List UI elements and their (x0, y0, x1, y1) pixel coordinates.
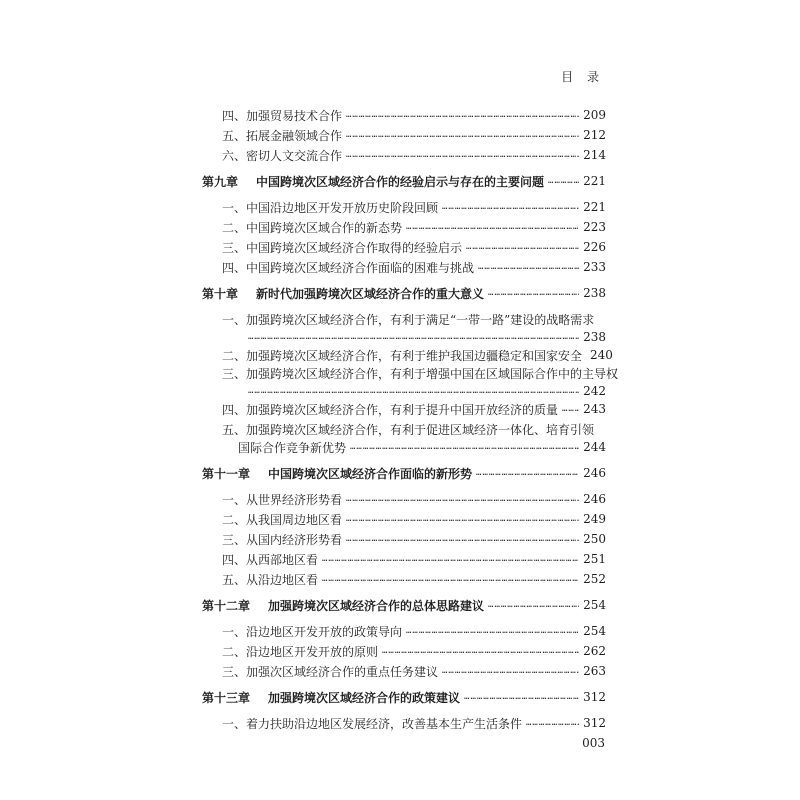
chapter-number: 第十三章 (202, 690, 251, 705)
toc-chapter-entry[interactable] (202, 170, 606, 192)
toc-page-number: 238 (583, 330, 606, 344)
toc-page-number: 212 (583, 128, 606, 142)
toc-page-number: 312 (583, 690, 606, 704)
toc-section-entry[interactable] (222, 344, 613, 366)
toc-page-number: 226 (583, 240, 606, 254)
dot-leader (322, 574, 579, 584)
toc-entry-title: 一、着力扶助沿边地区发展经济，改善基本生产生活条件 (222, 716, 523, 731)
toc-entry-title: 一、中国沿边地区开发开放历史阶段回顾 (222, 200, 439, 215)
toc-entry-title: 二、从我国周边地区看 (222, 512, 343, 527)
chapter-number: 第十章 (202, 286, 239, 301)
toc-entry-title: 四、从西部地区看 (222, 552, 319, 567)
dot-leader (346, 494, 579, 504)
toc-entry-title: 三、从国内经济形势看 (222, 532, 343, 547)
toc-entry-title: 四、加强跨境次区域经济合作，有利于提升中国开放经济的质量 (222, 402, 559, 417)
toc-page-number: 262 (583, 644, 606, 658)
page-header-title: 目 录 (561, 70, 604, 84)
toc-entry-title: 三、加强次区域经济合作的重点任务建议 (222, 664, 439, 679)
toc-entry-title: 六、密切人文交流合作 (222, 148, 343, 163)
toc-page-number: 233 (583, 260, 606, 274)
toc-entry-title: 二、加强跨境次区域经济合作，有利于维护我国边疆稳定和国家安全 (222, 348, 583, 363)
toc-section-entry[interactable] (222, 712, 606, 734)
toc-section-entry[interactable] (222, 488, 606, 510)
toc-section-entry[interactable] (238, 436, 606, 458)
toc-section-entry[interactable] (222, 104, 606, 126)
toc-entry-title: 加强跨境次区域经济合作的政策建议 (268, 690, 461, 705)
toc-page-number: 243 (583, 402, 606, 416)
toc-page-number: 221 (583, 174, 606, 188)
dot-leader (346, 514, 579, 524)
toc-page-number: 244 (583, 440, 606, 454)
toc-page-number: 221 (583, 200, 606, 214)
toc-entry-title: 四、中国跨境次区域经济合作面临的困难与挑战 (222, 260, 475, 275)
toc-section-entry[interactable] (222, 256, 606, 278)
dot-leader (346, 150, 579, 160)
toc-page-number: 214 (583, 148, 606, 162)
toc-entry-title: 国际合作竞争新优势 (238, 440, 347, 455)
toc-page-number: 246 (583, 466, 606, 480)
toc-section-entry[interactable] (222, 236, 606, 258)
toc-page-number: 312 (583, 716, 606, 730)
toc-section-entry[interactable] (222, 660, 606, 682)
toc-section-entry[interactable] (222, 398, 606, 420)
toc-page-number: 223 (583, 220, 606, 234)
toc-page-number: 238 (583, 286, 606, 300)
toc-entry-title: 四、加强贸易技术合作 (222, 108, 343, 123)
toc-page-number: 263 (583, 664, 606, 678)
dot-leader (548, 176, 579, 186)
toc-page-number: 246 (583, 492, 606, 506)
toc-section-entry[interactable] (222, 196, 606, 218)
dot-leader (248, 332, 579, 342)
dot-leader (346, 534, 579, 544)
dot-leader (406, 626, 579, 636)
chapter-number: 第十二章 (202, 598, 251, 613)
toc-entry-title: 中国跨境次区域经济合作的经验启示与存在的主要问题 (256, 174, 545, 189)
toc-chapter-entry[interactable] (202, 686, 606, 708)
dot-leader (478, 262, 579, 272)
toc-section-entry[interactable] (222, 568, 606, 590)
toc-chapter-entry[interactable] (202, 594, 606, 616)
dot-leader (248, 386, 579, 396)
dot-leader (442, 202, 579, 212)
toc-section-entry[interactable] (222, 640, 606, 662)
dot-leader (382, 646, 579, 656)
dot-leader (346, 130, 579, 140)
dot-leader (466, 242, 579, 252)
toc-page-number: 242 (583, 384, 606, 398)
dot-leader (322, 554, 579, 564)
toc-section-entry[interactable] (222, 528, 606, 550)
toc-page-number: 250 (583, 532, 606, 546)
toc-page-number: 251 (583, 552, 606, 566)
toc-chapter-entry[interactable] (202, 462, 606, 484)
toc-entry-line: 三、加强跨境次区域经济合作，有利于增强中国在区域国际合作中的主导权 (222, 367, 619, 381)
toc-entry-title: 五、拓展金融领域合作 (222, 128, 343, 143)
dot-leader (406, 222, 579, 232)
toc-entry-title: 三、中国跨境次区域经济合作取得的经验启示 (222, 240, 463, 255)
toc-entry-title: 加强跨境次区域经济合作的总体思路建议 (268, 598, 485, 613)
toc-page-number: 254 (583, 624, 606, 638)
toc-section-entry[interactable] (222, 216, 606, 238)
toc-page-number: 254 (583, 598, 606, 612)
dot-leader (464, 692, 579, 702)
toc-entry-title: 二、沿边地区开发开放的原则 (222, 644, 379, 659)
toc-section-entry[interactable] (222, 124, 606, 146)
toc-section-entry[interactable] (222, 548, 606, 570)
toc-entry-title: 二、中国跨境次区域合作的新态势 (222, 220, 403, 235)
toc-entry-title: 中国跨境次区域经济合作面临的新形势 (268, 466, 473, 481)
dot-leader (476, 468, 579, 478)
toc-chapter-entry[interactable] (202, 282, 606, 304)
dot-leader (562, 404, 579, 414)
chapter-number: 第九章 (202, 174, 239, 189)
toc-entry-title: 五、从沿边地区看 (222, 572, 319, 587)
toc-page-number: 249 (583, 512, 606, 526)
dot-leader (488, 600, 579, 610)
toc-page-number: 209 (583, 108, 606, 122)
dot-leader (350, 442, 579, 452)
page-number: 003 (582, 736, 605, 750)
toc-page-number: 240 (590, 348, 613, 362)
dot-leader (346, 110, 579, 120)
toc-section-entry[interactable] (222, 620, 606, 642)
toc-section-entry[interactable] (222, 508, 606, 530)
dot-leader (526, 718, 579, 728)
toc-entry-line: 一、加强跨境次区域经济合作，有利于满足“一带一路”建设的战略需求 (222, 313, 595, 327)
dot-leader (442, 666, 579, 676)
dot-leader (488, 288, 579, 298)
toc-section-entry[interactable] (222, 144, 606, 166)
toc-entry-title: 新时代加强跨境次区域经济合作的重大意义 (256, 286, 485, 301)
toc-entry-line: 五、加强跨境次区域经济合作，有利于促进区域经济一体化、培育引领 (222, 423, 595, 437)
toc-entry-title: 一、沿边地区开发开放的政策导向 (222, 624, 403, 639)
toc-page-number: 252 (583, 572, 606, 586)
toc-entry-title: 一、从世界经济形势看 (222, 492, 343, 507)
chapter-number: 第十一章 (202, 466, 251, 481)
